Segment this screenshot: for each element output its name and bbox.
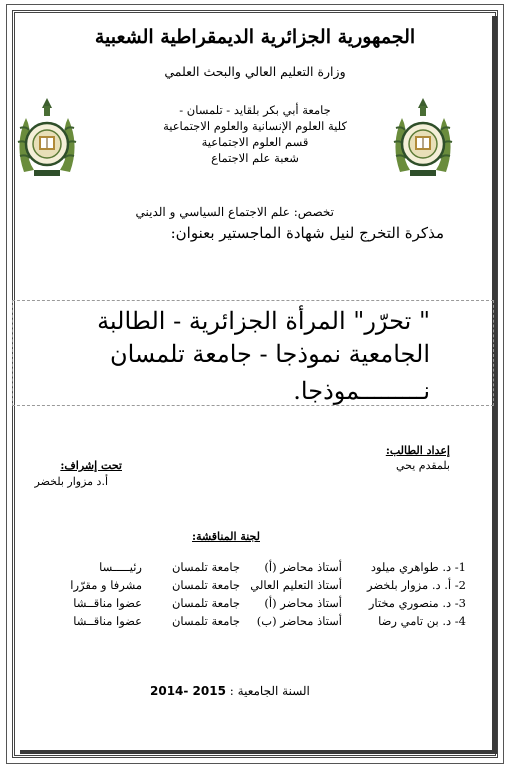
committee-row xyxy=(18,578,466,596)
ministry-name: وزارة التعليم العالي والبحث العلمي xyxy=(164,64,346,79)
faculty-name: كلية العلوم الإنسانية والعلوم الاجتماعية xyxy=(163,119,347,133)
member-university: جامعة تلمسان xyxy=(171,560,240,574)
member-name: 4- د. بن تامي رضا xyxy=(378,614,466,628)
thesis-title-line-1: " تحرّر" المرأة الجزائرية - الطالبة xyxy=(97,307,430,335)
memo-label: مذكرة التخرج لنيل شهادة الماجستير بعنوان: xyxy=(170,224,444,242)
member-name: 2- أ. د. مزوار بلخضر xyxy=(366,578,466,592)
member-rank: أستاذ محاضر (ب) xyxy=(256,614,342,628)
member-role: مشرفا و مقرّرا xyxy=(70,578,142,592)
member-university: جامعة تلمسان xyxy=(171,596,240,610)
page-border-shadow-bottom xyxy=(20,750,496,754)
member-rank: أستاذ التعليم العالي xyxy=(250,578,342,592)
committee-row xyxy=(18,596,466,614)
member-rank: أستاذ محاضر (أ) xyxy=(264,596,342,610)
supervisor-label: تحت إشراف: xyxy=(60,459,122,472)
supervisor-name: أ.د مزوار بلخضر xyxy=(34,475,108,488)
branch-name: شعبة علم الاجتماع xyxy=(211,151,299,165)
university-seal-icon xyxy=(388,96,458,180)
member-university: جامعة تلمسان xyxy=(171,578,240,592)
academic-year xyxy=(150,684,310,698)
university-name: جامعة أبي بكر بلقايد - تلمسان - xyxy=(179,103,331,117)
member-name: 3- د. منصوري مختار xyxy=(368,596,466,610)
student-label: إعداد الطالب: xyxy=(385,444,450,457)
member-rank: أستاذ محاضر (أ) xyxy=(264,560,342,574)
thesis-title-line-3: نـــــــــموذجا. xyxy=(293,377,430,405)
committee-row xyxy=(18,560,466,578)
academic-year-value: 2014- 2015 xyxy=(150,684,226,698)
academic-year-label: السنة الجامعية : xyxy=(229,684,310,698)
student-name: بلمقدم يحي xyxy=(395,459,450,472)
committee-row xyxy=(18,614,466,632)
committee-table xyxy=(18,560,466,632)
thesis-title xyxy=(24,305,430,371)
department-name: قسم العلوم الاجتماعية xyxy=(201,135,309,149)
thesis-title-line-2: الجامعية نموذجا - جامعة تلمسان xyxy=(109,340,430,368)
institution-block xyxy=(120,102,390,166)
university-seal-icon xyxy=(12,96,82,180)
specialty-line: تخصص: علم الاجتماع السياسي و الديني xyxy=(135,205,334,219)
member-role: عضوا مناقــشا xyxy=(73,596,142,610)
member-name: 1- د. طواهري ميلود xyxy=(370,560,466,574)
member-university: جامعة تلمسان xyxy=(171,614,240,628)
republic-title: الجمهورية الجزائرية الديمقراطية الشعبية xyxy=(94,26,416,48)
member-role: رئيـــــسا xyxy=(99,560,142,574)
member-role: عضوا مناقــشا xyxy=(73,614,142,628)
committee-label: لجنة المناقشة: xyxy=(192,530,260,543)
